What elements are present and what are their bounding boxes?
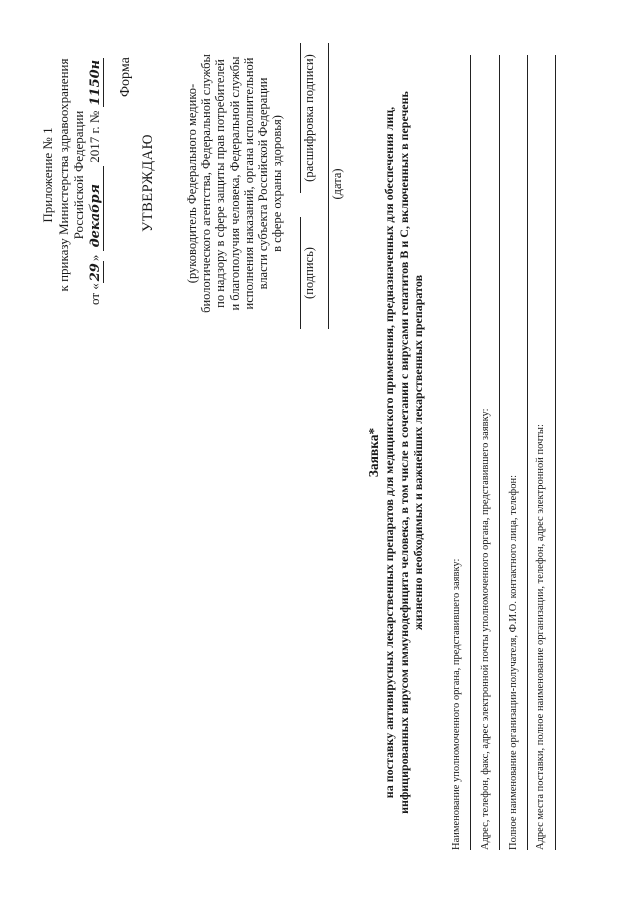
signature-label: (подпись) xyxy=(302,247,316,299)
field-recipient-line xyxy=(527,55,528,850)
appendix-header xyxy=(40,45,103,305)
decryption-label: (расшифровка подписи) xyxy=(302,54,316,182)
order-day: 29 xyxy=(87,263,103,282)
field-recipient: Полное наименование организации-получателя, Ф.И.О. контактного лица, телефон: xyxy=(508,475,519,850)
order-month: декабря xyxy=(88,166,104,251)
signature-line xyxy=(300,217,301,329)
date-line xyxy=(328,43,329,329)
approver-description: (руководитель Федерального медико- биологического агентства, Федеральной службы по надзору в сфере защиты прав потребителей и благополучия человека, Федеральной службы исполнения наказаний, органа исполнительной власти субъекта Российской Федерации в сфере охраны здоровья) xyxy=(185,54,285,313)
field-delivery-address: Адрес места поставки, полное наименование организации, телефон, адрес электронной почты: xyxy=(535,424,546,850)
request-title-text: на поставку антивирусных лекарственных препаратов для медицинского применения, предназначенных для обеспечения лиц, инфицированных вирусом иммунодефицита человека, в том числе в сочетании с вирусами гепатитов В и С, включенных в перечень жизненно необходимых и важнейших лекарственных препаратов xyxy=(382,91,426,814)
date-label: (дата) xyxy=(330,168,344,200)
order-ministry: к приказу Министерства здравоохранения xyxy=(55,58,71,292)
field-authority-contacts: Адрес, телефон, факс, адрес электронной почты уполномоченного органа, представившего заявку: xyxy=(480,408,491,850)
order-date-line: от «29» декабря 2017 г. № 1150н xyxy=(86,59,103,305)
field-delivery-address-line xyxy=(555,55,556,850)
approve-title: УТВЕРЖДАЮ xyxy=(140,134,156,232)
appendix-number: Приложение № 1 xyxy=(40,127,55,223)
order-country: Российской Федерации xyxy=(71,110,86,240)
request-title-main: Заявка* xyxy=(366,427,381,478)
order-number: 1150н xyxy=(87,59,103,106)
field-authority-name-line xyxy=(470,55,471,850)
field-authority-name: Наименование уполномоченного органа, представившего заявку: xyxy=(451,558,462,850)
decryption-line xyxy=(300,43,301,193)
field-authority-contacts-line xyxy=(499,55,500,850)
form-label: Форма xyxy=(118,57,133,97)
request-title xyxy=(365,55,426,850)
